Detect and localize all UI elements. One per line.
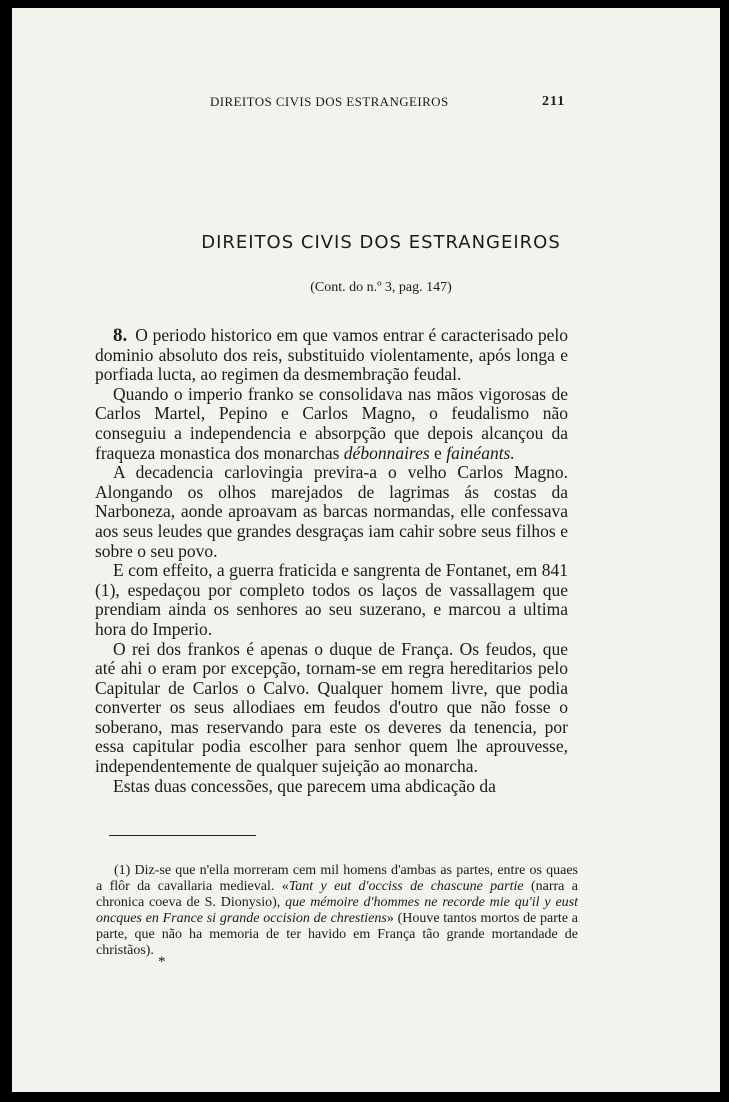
footnote-quote: Tant y eut d'occiss de chascune partie: [288, 879, 524, 894]
section-number: 8.: [113, 325, 128, 346]
footnote-quote: que mémoire d'hommes ne recorde mie qu'il y eust oncques en France si grande occision de chrestiens: [96, 895, 578, 926]
paragraph-text: O periodo historico em que vamos entrar é caracterisado pelo dominio absoluto dos reis, substituido violentamente, após longa e porfiada lucta, ao regimen da desmembração feudal.: [95, 325, 568, 385]
paragraph-text: Estas duas concessões, que parecem uma abdicação da: [113, 775, 496, 796]
paragraph-text: E com effeito, a guerra fraticida e sangrenta de Fontanet, em 841 (1), espedaçou por completo todos os laços de vassallagem que prendiam ainda os senhores ao seu suzerano, e marcou a ultima hora do Imperio.: [95, 560, 568, 639]
article-title: DIREITOS CIVIS DOS ESTRANGEIROS: [201, 232, 561, 253]
footnote-rule: [109, 835, 256, 836]
page-number: 211: [542, 94, 566, 109]
article-body: [95, 326, 568, 796]
paragraph-text: Quando o imperio franko se consolidava nas mãos vigorosas de Carlos Martel, Pepino e Carlos Magno, o feudalismo não conseguiu a independencia e absorpção que depois alcançou da fraqueza monastica dos monarchas: [95, 383, 568, 463]
footnote-segment: (1) Diz-se que n'ella morreram cem mil homens d'ambas as partes, entre os quaes a flôr da cavallaria medieval. «: [96, 863, 578, 894]
footnote-segment: (narra a chronica coeva de S. Dionysio),: [96, 879, 578, 910]
paragraph-text: A decadencia carlovingia previra-a o velho Carlos Magno. Alongando os olhos marejados de lagrimas ás costas da Narboneza, aonde aproavam as barcas normandas, elle confessava aos seus leudes que grandes desgraças iam cahir sobre seus filhos e sobre o seu povo.: [95, 462, 568, 561]
paragraph-text: e: [429, 442, 447, 463]
italic-term: débonnaires: [343, 442, 430, 463]
paragraph: [95, 640, 568, 777]
running-head: DIREITOS CIVIS DOS ESTRANGEIROS: [210, 94, 449, 109]
footnote-segment: » (Houve tantos mortos de parte a parte, que não ha memoria de ter havido em França tão grande mortandade de christãos).: [96, 911, 578, 958]
paragraph: [95, 561, 568, 639]
paragraph-text: O rei dos frankos é apenas o duque de França. Os feudos, que até ahi o eram por excepção, tornam-se em regra hereditarios pelo Capitular de Carlos o Calvo. Qualquer homem livre, que podia converter os seus allodiaes em feudos d'outro que não fosse o soberano, mas reservando para este os deveres da tenencia, por essa capitular podia escolher para senhor quem lhe aprouvesse, independentemente de qualquer sujeição ao monarcha.: [95, 638, 568, 777]
paragraph: [95, 463, 568, 561]
italic-term: fainéants.: [446, 442, 515, 463]
paragraph: [95, 326, 568, 385]
signature-mark: *: [158, 954, 166, 970]
paragraph: [95, 777, 568, 797]
paragraph: [95, 385, 568, 463]
book-page: [12, 8, 720, 1092]
continuation-note: (Cont. do n.º 3, pag. 147): [310, 280, 452, 295]
footnote: [96, 863, 578, 959]
footnote-text: [96, 863, 578, 959]
